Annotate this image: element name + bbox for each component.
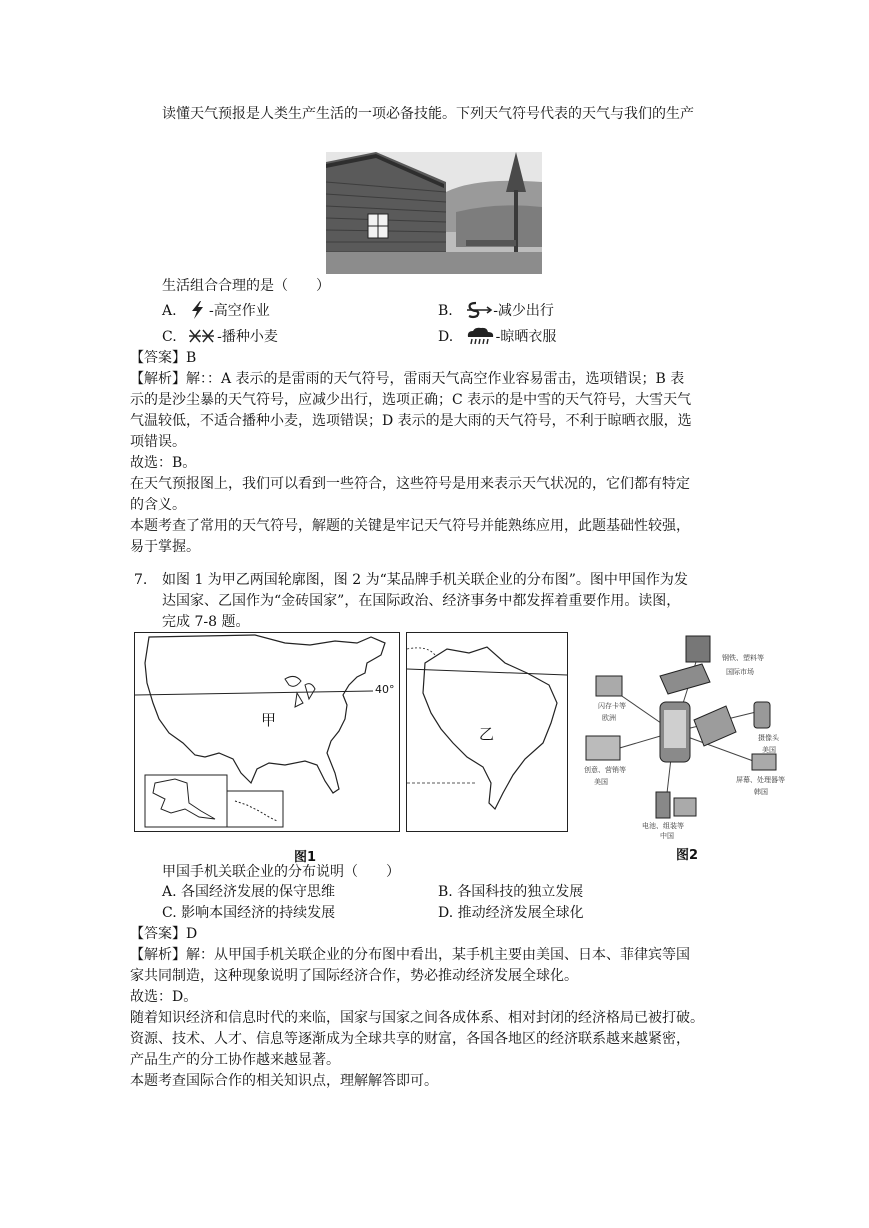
figure-2-caption: 图2 — [676, 848, 699, 863]
q6-analysis-line-1: 【解析】解：：A 表示的是雷雨的天气符号，雷雨天气高空作业容易雷击，选项错误；B 表 — [130, 371, 685, 387]
snow-symbol-icon — [187, 326, 217, 346]
label-creative-marketing: 创意、营销等 — [584, 766, 626, 774]
q7-analysis-line-1: 【解析】解：从甲国手机关联企业的分布图中看出，某手机主要由美国、日本、菲律宾等国 — [130, 947, 690, 963]
heavy-rain-symbol-icon — [464, 326, 496, 346]
q7-option-d: D. 推动经济发展全球化 — [438, 905, 584, 921]
q6-note-4: 易于掌握。 — [130, 539, 200, 555]
q6-intro: 读懂天气预报是人类生产生活的一项必备技能。下列天气符号代表的天气与我们的生产 — [162, 106, 694, 122]
q6-answer: 【答案】B — [130, 350, 197, 366]
q7-analysis-line-2: 家共同制造，这种现象说明了国际经济合作，势必推动经济发展全球化。 — [130, 968, 578, 984]
q7-number: 7. — [134, 572, 148, 588]
option-b-text: -减少出行 — [493, 303, 554, 319]
label-korea: 韩国 — [754, 788, 768, 796]
label-china: 中国 — [660, 832, 674, 840]
figure-1-caption: 图1 — [294, 850, 317, 865]
country-yi-label: 乙 — [479, 725, 495, 743]
log-cabin-photo — [326, 152, 542, 274]
q7-stem-line-3: 完成 7-8 题。 — [162, 614, 250, 630]
q7-answer: 【答案】D — [130, 926, 198, 942]
option-d-letter: D. — [438, 329, 454, 345]
q7-stem-line-2: 达国家、乙国作为“金砖国家”，在国际政治、经济事务中都发挥着重要作用。读图， — [162, 593, 681, 609]
label-usa-2: 美国 — [594, 778, 608, 786]
q7-option-a: A. 各国经济发展的保守思维 — [162, 884, 336, 900]
country-jia-label: 甲 — [261, 711, 277, 729]
option-c-text: -播种小麦 — [217, 329, 278, 345]
q6-analysis-line-3: 气温较低，不适合播种小麦，选项错误；D 表示的是大雨的天气符号，不利于晾晒衣服，选 — [130, 413, 692, 429]
phone-supply-chain-diagram — [576, 632, 816, 842]
option-d-text: -晾晒衣服 — [495, 329, 557, 345]
q6-analysis-line-4: 项错误。 — [130, 434, 186, 450]
option-b-letter: B. — [438, 303, 453, 319]
q6-note-1: 在天气预报图上，我们可以看到一些符合，这些符号是用来表示天气状况的，它们都有特定 — [130, 476, 690, 492]
q6-note-2: 的含义。 — [130, 497, 186, 513]
map-country-yi — [406, 632, 568, 832]
q7-option-c: C. 影响本国经济的持续发展 — [162, 905, 336, 921]
q7-note-1: 随着知识经济和信息时代的来临，国家与国家之间各成体系、相对封闭的经济格局已被打破。 — [130, 1010, 704, 1026]
label-flash-card: 闪存卡等 — [598, 702, 626, 710]
q6-option-d — [438, 326, 556, 347]
label-steel-plastic: 钢铁、塑料等 — [722, 654, 764, 662]
q7-note-2: 资源、技术、人才、信息等逐渐成为全球共享的财富，各国各地区的经济联系越来越紧密， — [130, 1031, 690, 1047]
q7-note-3: 产品生产的分工协作越来越显著。 — [130, 1052, 340, 1068]
q6-option-c — [162, 326, 278, 347]
thunderstorm-symbol-icon — [187, 300, 209, 320]
q6-option-a — [162, 300, 270, 321]
q7-note-4: 本题考查国际合作的相关知识点，理解解答即可。 — [130, 1073, 438, 1089]
label-usa-1: 美国 — [762, 746, 776, 754]
q7-option-b: B. 各国科技的独立发展 — [438, 884, 584, 900]
label-screen-processor: 屏幕、处理器等 — [736, 776, 785, 784]
q6-note-3: 本题考查了常用的天气符号，解题的关键是牢记天气符号并能熟练应用，此题基础性较强， — [130, 518, 690, 534]
option-a-letter: A. — [162, 303, 177, 319]
q6-analysis-line-2: 示的是沙尘暴的天气符号，应减少出行，选项正确；C 表示的是中雪的天气符号，大雪天气 — [130, 392, 692, 408]
q7-stem-line-1: 如图 1 为甲乙两国轮廓图，图 2 为“某品牌手机关联企业的分布图”。图中甲国作为发 — [162, 572, 688, 588]
q7-choice: 故选：D。 — [130, 989, 198, 1005]
label-intl-market: 国际市场 — [726, 668, 754, 676]
q7-question: 甲国手机关联企业的分布说明（ ） — [162, 864, 400, 880]
sandstorm-symbol-icon — [463, 300, 493, 320]
q6-stem: 生活组合合理的是（ ） — [162, 278, 330, 294]
label-camera: 摄像头 — [758, 734, 779, 742]
latitude-label: 40° — [375, 683, 395, 696]
option-c-letter: C. — [162, 329, 177, 345]
label-battery-assembly: 电池、组装等 — [642, 822, 684, 830]
option-a-text: -高空作业 — [209, 303, 270, 319]
q6-option-b — [438, 300, 554, 321]
label-europe: 欧洲 — [602, 714, 616, 722]
q6-choice: 故选：B。 — [130, 455, 197, 471]
map-country-jia — [134, 632, 400, 832]
